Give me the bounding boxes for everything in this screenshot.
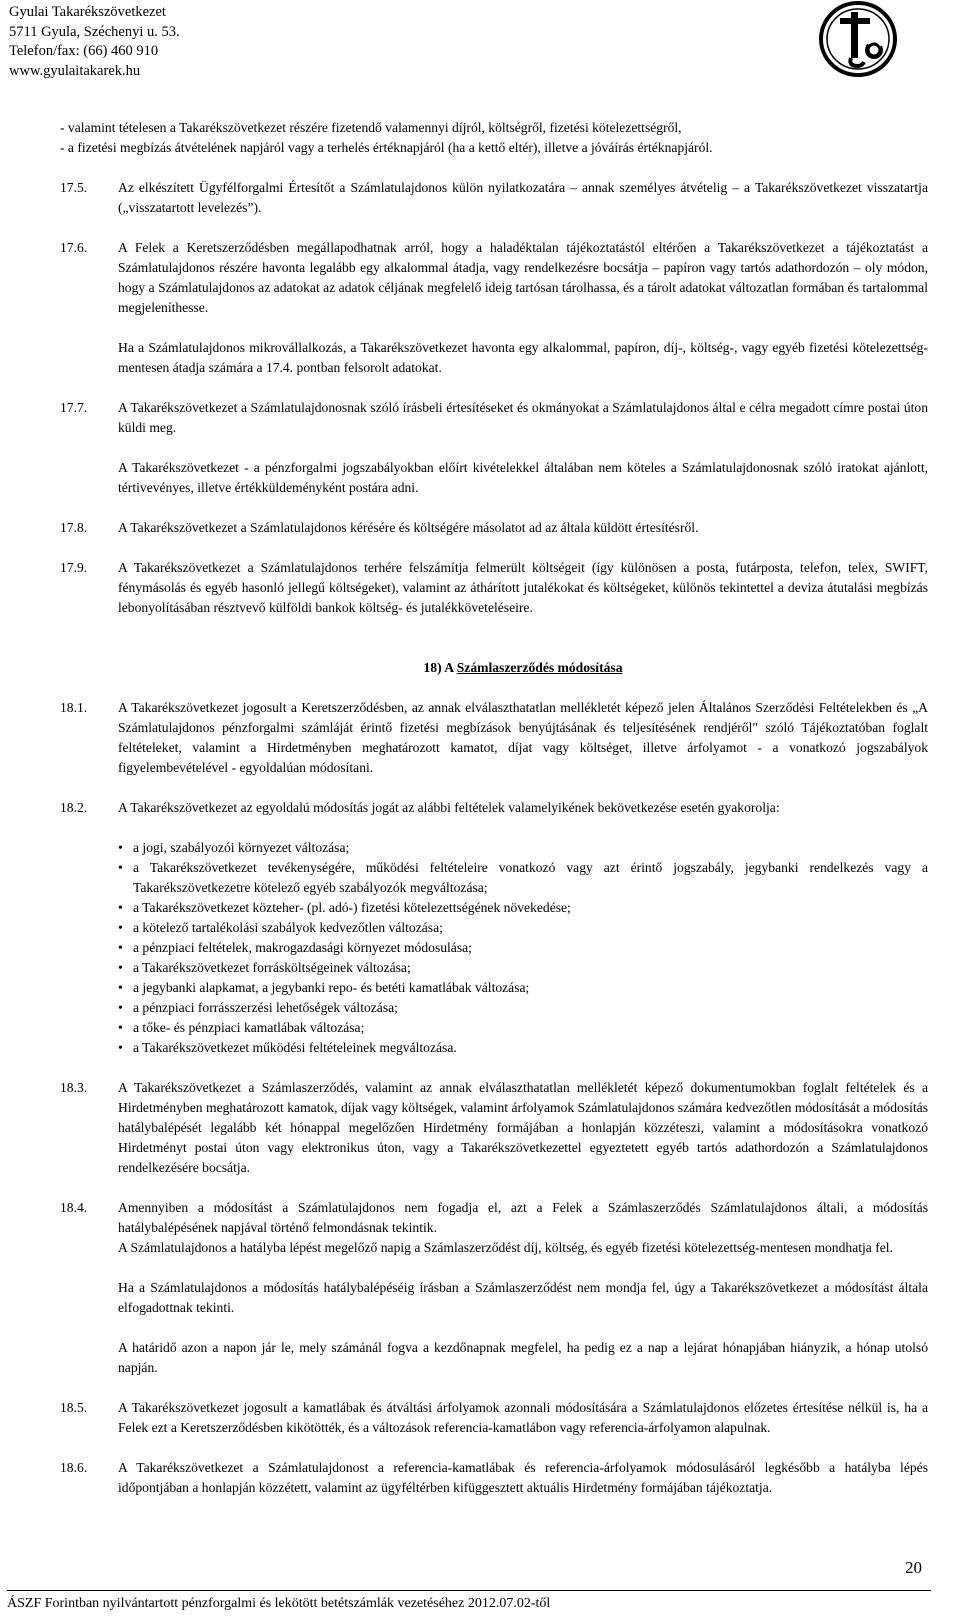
section-number: 18.6. bbox=[60, 1460, 88, 1475]
list-item: • a kötelező tartalékolási szabályok kedvezőtlen változása; bbox=[118, 918, 928, 938]
section-number: 18.3. bbox=[60, 1080, 88, 1095]
org-phone: Telefon/fax: (66) 460 910 bbox=[9, 43, 159, 59]
footer-divider bbox=[7, 1590, 931, 1591]
section-18-6 bbox=[60, 1458, 928, 1498]
section-number: 18.1. bbox=[60, 700, 88, 715]
section-number: 17.7. bbox=[60, 400, 88, 415]
document-body bbox=[60, 118, 928, 1498]
section-18-2 bbox=[60, 798, 928, 818]
section-17-7-paragraph-2: A Takarékszövetkezet - a pénzforgalmi jogszabályokban előírt kivételekkel általában nem köteles a Számlatulajdonosnak szóló iratokat ajánlott, tértivevényes, illetve értékküldeményként postára adni. bbox=[118, 460, 928, 495]
section-number: 18.2. bbox=[60, 800, 88, 815]
list-item: • a Takarékszövetkezet forrásköltségeinek változása; bbox=[118, 958, 928, 978]
list-item: • a jegybanki alapkamat, a jegybanki repo- és betéti kamatlábak változása; bbox=[118, 978, 928, 998]
intro-line-2: - a fizetési megbízás átvételének napjáról vagy a terhelés értéknapjáról (ha a kettő eltér), illetve a jóváírás értéknapjáról. bbox=[60, 140, 713, 155]
section-17-9 bbox=[60, 558, 928, 618]
section-text: A Takarékszövetkezet a Számlatulajdonos kérésére és költségére másolatot ad az általa küldött értesítésről. bbox=[118, 520, 699, 535]
list-item: • a tőke- és pénzpiaci kamatlábak változása; bbox=[118, 1018, 928, 1038]
section-17-8 bbox=[60, 518, 928, 538]
heading-number: 18) A bbox=[423, 660, 454, 675]
section-18-1 bbox=[60, 698, 928, 778]
section-17-5 bbox=[60, 178, 928, 218]
section-text: A Takarékszövetkezet a Számlaszerződés, valamint az annak elválaszthatatlan mellékletét képező dokumentumokban foglalt feltételek és a Hirdetményben meghatározott kamatok, díjak vagy költségek, valamint árfolyamok Számlatulajdonos számára kedvezőtlen módosítását a módosítás hatálybalépését legalább két hónappal megelőzően Hirdetmény formájában a honlapján közzéteszi, valamint a módosításokra vonatkozó Hirdetményt postai úton vagy elektronikus úton, vagy a Takarékszövetkezettel egyeztetett egyéb tartós adathordozón a Számlatulajdonos rendelkezésére bocsátja. bbox=[118, 1080, 928, 1175]
section-18-4 bbox=[60, 1198, 928, 1238]
org-contact-block bbox=[9, 3, 180, 81]
heading-title: Számlaszerződés módosítása bbox=[456, 660, 623, 675]
list-item: • a Takarékszövetkezet működési feltételeinek megváltozása. bbox=[118, 1038, 928, 1058]
page-number: 20 bbox=[905, 1558, 922, 1577]
section-text: A Takarékszövetkezet az egyoldalú módosítás jogát az alábbi feltételek valamelyikének bekövetkezése esetén gyakorolja: bbox=[118, 800, 780, 815]
section-number: 18.4. bbox=[60, 1200, 88, 1215]
section-number: 17.9. bbox=[60, 560, 88, 575]
section-number: 17.6. bbox=[60, 240, 88, 255]
section-heading-18 bbox=[118, 658, 928, 678]
section-text: A Takarékszövetkezet a Számlatulajdonos terhére felszámítja felmerült költségeit (így különösen a posta, futárposta, telefon, telex, SWIFT, fénymásolás és egyéb hasonló jellegű költségeket), valamint az áthárított jutalékokat és költségeket, különös tekintettel a deviza átutalási megbízás lebonyolításában résztvevő külföldi bankok költség- és jutalékköveteléseire. bbox=[118, 560, 928, 615]
section-18-4-paragraph-3: Ha a Számlatulajdonos a módosítás hatálybalépéséig írásban a Számlaszerződést nem mondja fel, úgy a Takarékszövetkezet a módosítást általa elfogadottnak tekinti. bbox=[118, 1280, 928, 1315]
list-item: • a pénzpiaci feltételek, makrogazdasági környezet módosulása; bbox=[118, 938, 928, 958]
section-18-5 bbox=[60, 1398, 928, 1438]
section-text: Amennyiben a módosítást a Számlatulajdonos nem fogadja el, azt a Felek a Számlaszerződés Számlatulajdonos általi, a módosítás hatálybalépésének napjával történő felmondásnak tekintik. bbox=[118, 1200, 928, 1235]
section-17-6-paragraph-2: Ha a Számlatulajdonos mikrovállalkozás, a Takarékszövetkezet havonta egy alkalommal, papíron, díj-, költség-, vagy egyéb fizetési kötelezettség-mentesen átadja számára a 17.4. pontban felsorolt adatokat. bbox=[118, 340, 928, 375]
section-18-3 bbox=[60, 1078, 928, 1178]
list-item: • a jogi, szabályozói környezet változása; bbox=[118, 838, 928, 858]
section-18-4-paragraph-2: A Számlatulajdonos a hatályba lépést megelőző napig a Számlaszerződést díj, költség, és egyéb fizetési kötelezettség-mentesen mondhatja fel. bbox=[118, 1240, 893, 1255]
org-name: Gyulai Takarékszövetkezet bbox=[9, 4, 166, 20]
takarekszovetkezet-logo-icon bbox=[818, 0, 898, 78]
intro-line-1: - valamint tételesen a Takarékszövetkezet részére fizetendő valamennyi díjról, költségről, fizetési kötelezettségről, bbox=[60, 120, 682, 135]
section-number: 17.8. bbox=[60, 520, 88, 535]
section-number: 18.5. bbox=[60, 1400, 88, 1415]
section-text: A Takarékszövetkezet a Számlatulajdonosnak szóló írásbeli értesítéseket és okmányokat a Számlatulajdonos által e célra megadott címre postai úton küldi meg. bbox=[118, 400, 928, 435]
section-text: Az elkészített Ügyfélforgalmi Értesítőt a Számlatulajdonos külön nyilatkozatára – annak személyes átvételig – a Takarékszövetkezet visszatartja („visszatartott levelezés”). bbox=[118, 180, 928, 215]
section-17-6 bbox=[60, 238, 928, 318]
section-text: A Takarékszövetkezet jogosult a kamatlábak és átváltási árfolyamok azonnali módosítására a Számlatulajdonos előzetes értesítése nélkül is, ha a Felek ezt a Keretszerződésben kikötötték, és a változások referencia-kamatlábon vagy referencia-árfolyamon alapulnak. bbox=[118, 1400, 928, 1435]
section-17-7 bbox=[60, 398, 928, 438]
org-website: www.gyulaitakarek.hu bbox=[9, 62, 141, 79]
page-header bbox=[0, 0, 960, 80]
section-text: A Takarékszövetkezet jogosult a Keretszerződésben, az annak elválaszthatatlan mellékletét képező jelen Általános Szerződési Feltételekben és „A Számlatulajdonos pénzforgalmi számláját érintő fizetési megbízások benyújtásának és teljesítésének rendjéről" szóló Tájékoztatóban foglalt feltételeket, valamint a Hirdetményben meghatározott kamatot, díjat vagy költséget, illetve árfolyamot - a vonatkozó jogszabályok figyelembevételével - egyoldalúan módosítani. bbox=[118, 700, 928, 775]
page-footer: ÁSZF Forintban nyilvántartott pénzforgalmi és lekötött betétszámlák vezetéséhez 2012.07.02-től bbox=[7, 1596, 551, 1611]
section-text: A Takarékszövetkezet a Számlatulajdonost a referencia-kamatlábak és referencia-árfolyamok módosulásáról legkésőbb a hatályba lépés időpontjában a honlapján közzétett, valamint az ügyféltérben kifüggesztett aktuális Hirdetmény formájában tájékoztatja. bbox=[118, 1460, 928, 1495]
org-address: 5711 Gyula, Széchenyi u. 53. bbox=[9, 23, 180, 40]
section-18-4-paragraph-4: A határidő azon a napon jár le, mely számánál fogva a kezdőnapnak megfelel, ha pedig ez a nap a lejárat hónapjában hiányzik, a hónap utolsó napján. bbox=[118, 1340, 928, 1375]
list-item: • a Takarékszövetkezet tevékenységére, működési feltételeire vonatkozó vagy azt érintő jogszabály, jegybanki rendelkezés vagy a Takarékszövetkezetre kötelező egyéb szabályozók megváltozása; bbox=[118, 858, 928, 898]
modification-conditions-list bbox=[60, 838, 928, 1058]
list-item: • a pénzpiaci forrásszerzési lehetőségek változása; bbox=[118, 998, 928, 1018]
section-text: A Felek a Keretszerződésben megállapodhatnak arról, hogy a haladéktalan tájékoztatástól eltérően a Takarékszövetkezet a tájékoztatást a Számlatulajdonos részére havonta legalább egy alkalommal átadja, vagy rendelkezésre bocsátja – papíron vagy tartós adathordozón – oly módon, hogy a Számlatulajdonos az adatokat az adatok céljának megfelelő ideig tartósan tárolhassa, és a tárolt adatokat változatlan formában és tartalommal megjeleníthesse. bbox=[118, 240, 928, 315]
list-item: • a Takarékszövetkezet közteher- (pl. adó-) fizetési kötelezettségének növekedése; bbox=[118, 898, 928, 918]
section-number: 17.5. bbox=[60, 180, 88, 195]
